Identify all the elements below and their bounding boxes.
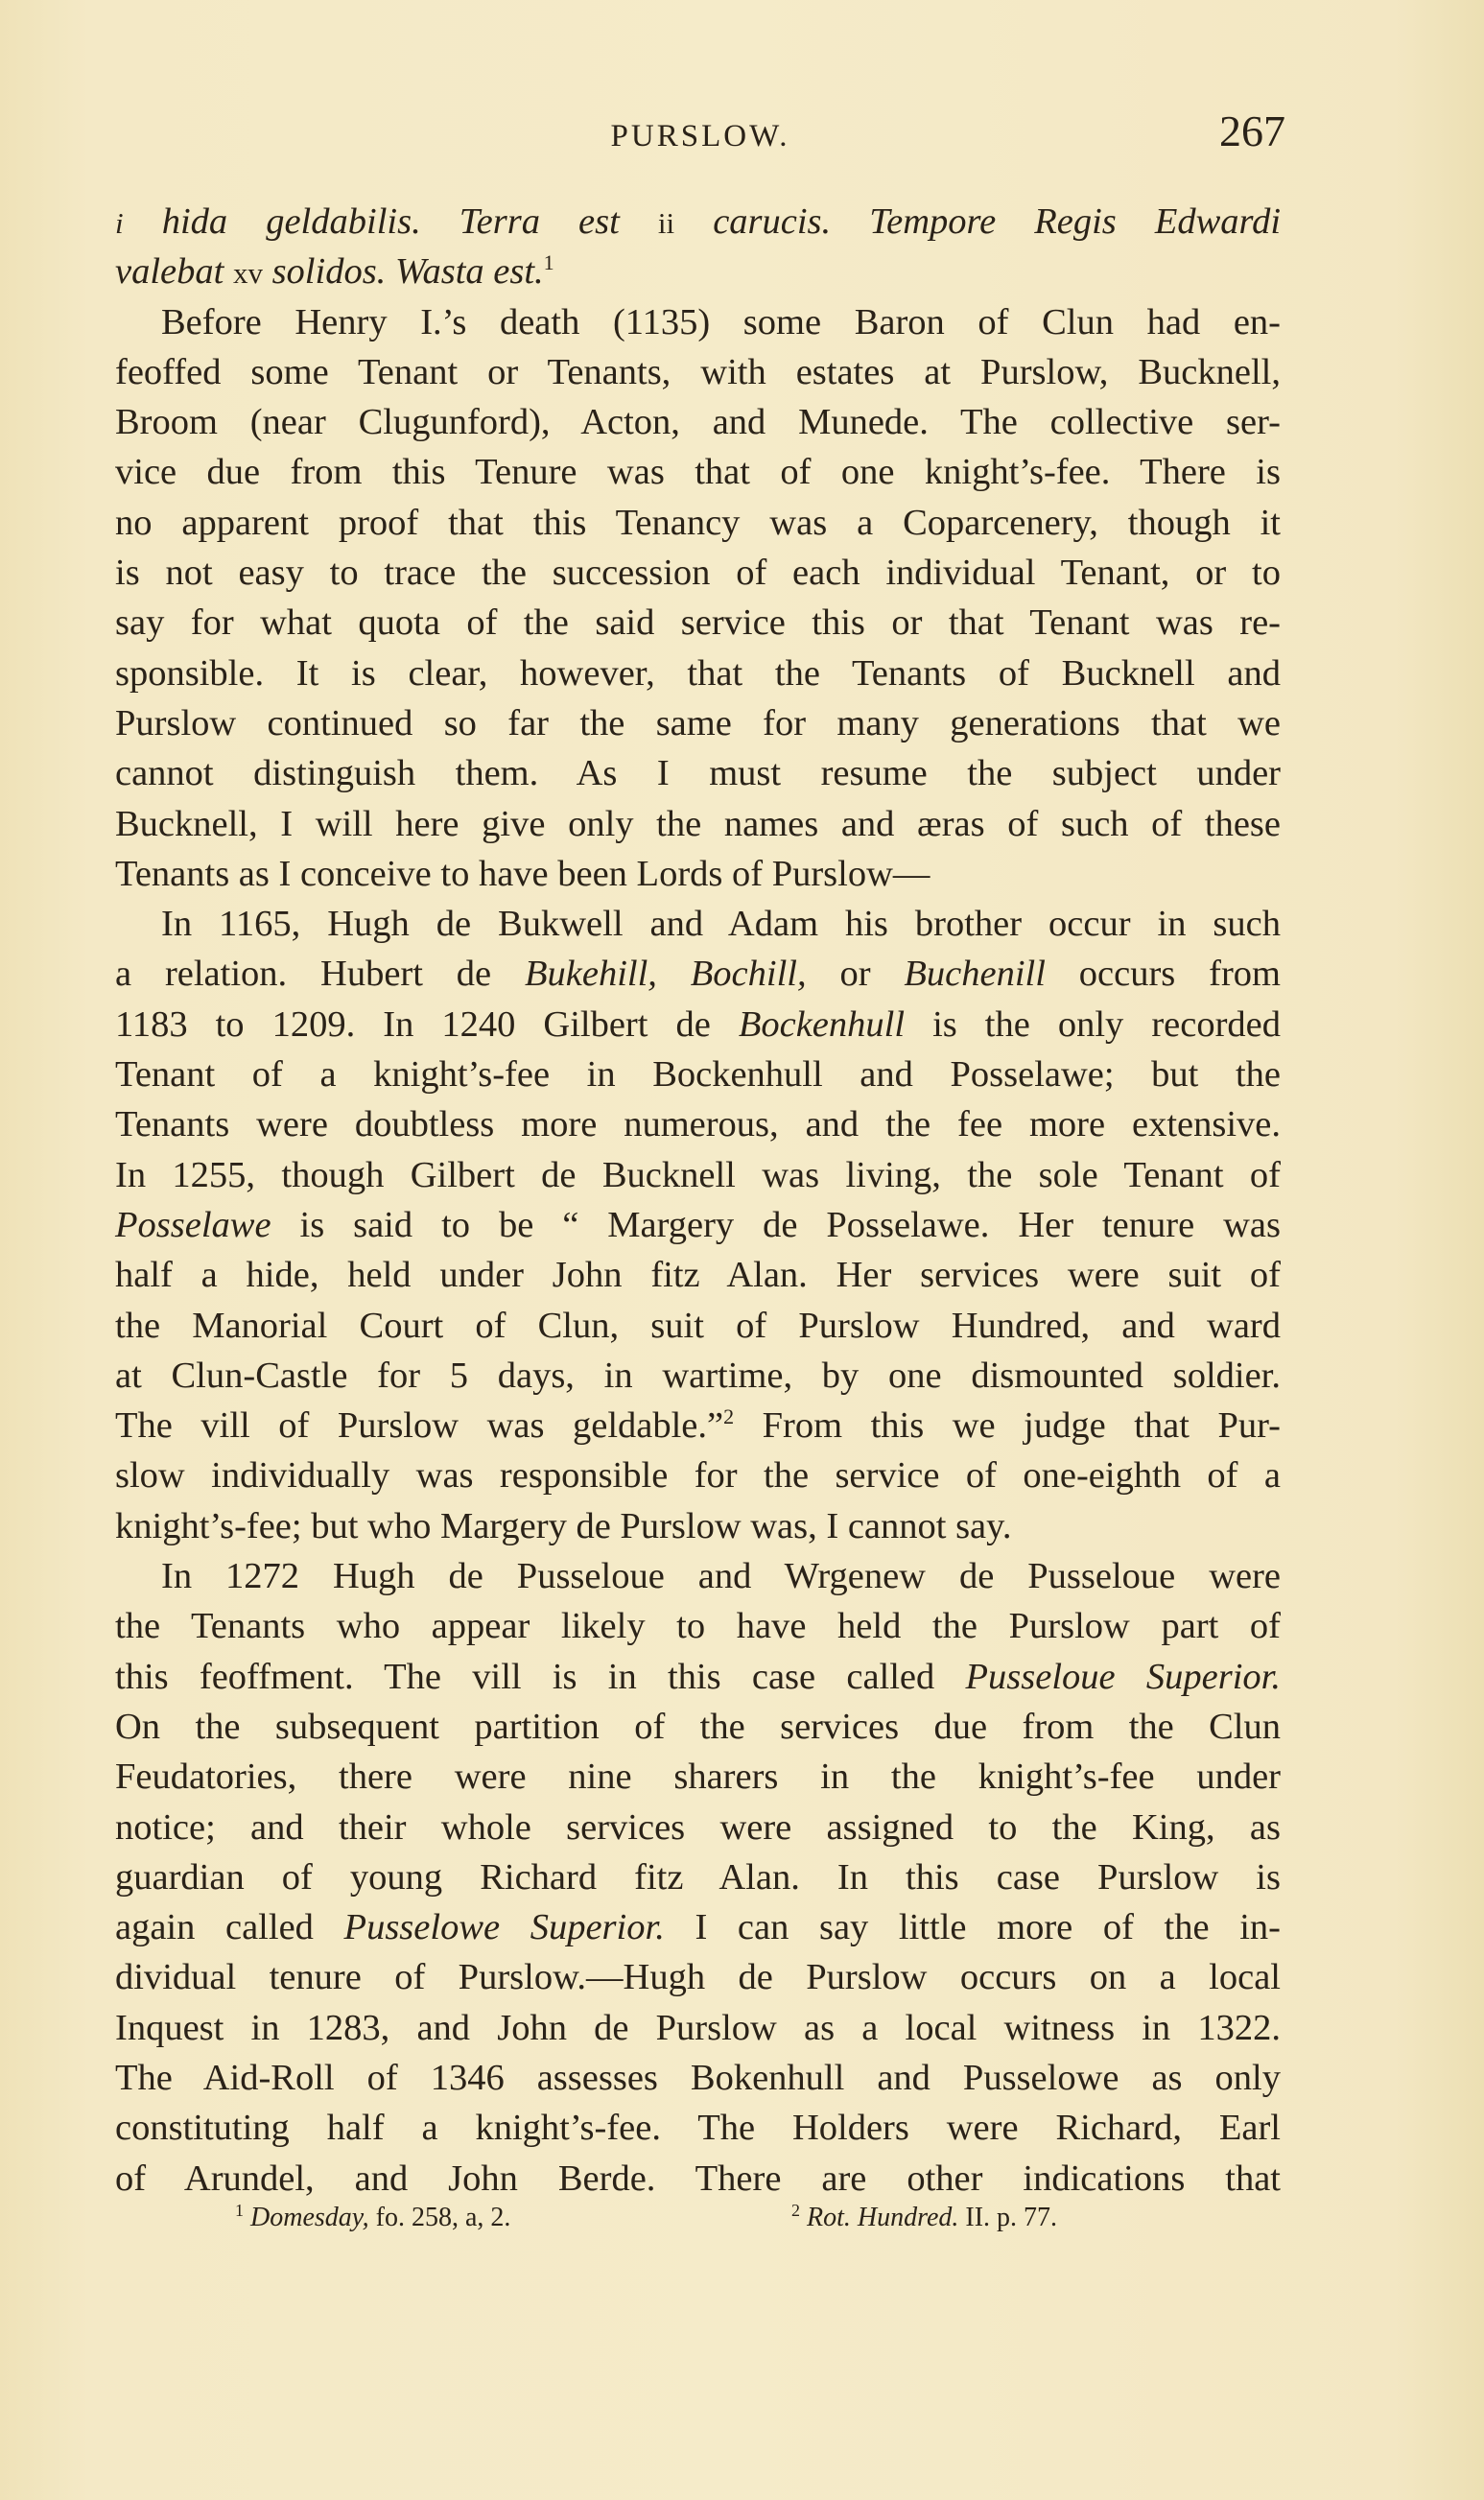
footnote-1-mark: 1	[235, 2201, 244, 2220]
text-segment: 1183 to 1209. In 1240 Gilbert de	[115, 1003, 739, 1045]
text-line	[115, 1551, 1281, 1601]
text-line	[115, 1150, 1281, 1200]
italic-text: valebat	[115, 251, 224, 293]
text-line	[115, 849, 1281, 899]
text-line	[115, 2154, 1281, 2204]
text-line	[115, 1099, 1281, 1149]
footnote-2	[791, 2203, 1057, 2233]
text-line	[115, 1000, 1281, 1050]
text-segment: is the only recorded	[905, 1003, 1281, 1045]
text-line	[115, 1752, 1281, 1802]
text-line	[115, 748, 1281, 798]
text-line	[115, 1250, 1281, 1300]
footnote-1-title: Domesday,	[250, 2203, 369, 2232]
text-line	[115, 1450, 1281, 1500]
italic-text: Pusselowe Superior.	[343, 1907, 665, 1948]
text-segment: cannot distinguish them. As I must resume the subject under	[115, 753, 1281, 794]
text-segment	[386, 251, 395, 292]
text-segment: From this we judge that Pur-	[734, 1405, 1281, 1447]
italic-text: carucis.	[713, 201, 832, 242]
footnote-reference: 1	[543, 250, 554, 275]
text-segment: again called	[115, 1907, 344, 1948]
text-line	[115, 1601, 1281, 1651]
text-line	[115, 2103, 1281, 2153]
text-segment: In 1165, Hugh de Bukwell and Adam his brother occur in such	[161, 904, 1281, 945]
text-segment: or	[806, 954, 905, 995]
text-line	[115, 1501, 1281, 1551]
text-line	[115, 1652, 1281, 1702]
text-line	[115, 1952, 1281, 2002]
text-line	[115, 1301, 1281, 1351]
text-segment: The Aid-Roll of 1346 assesses Bokenhull and Pusselowe as only	[115, 2057, 1281, 2098]
text-line	[115, 447, 1281, 497]
text-segment	[224, 251, 233, 292]
text-segment: The vill of Purslow was geldable.”	[115, 1405, 724, 1447]
running-title: PURSLOW.	[610, 119, 790, 153]
text-segment: Tenant of a knight’s-fee in Bockenhull and Posselawe; but the	[115, 1054, 1281, 1096]
text-segment: the Manorial Court of Clun, suit of Purslow Hundred, and ward	[115, 1305, 1281, 1346]
text-segment: is said to be “ Margery de Posselawe. Her tenure was	[271, 1204, 1281, 1245]
text-line	[115, 1702, 1281, 1752]
italic-text: Posselawe	[115, 1204, 271, 1245]
text-segment: Bucknell, I will here give only the names and æras of such of these	[115, 803, 1281, 844]
text-segment	[421, 201, 459, 242]
text-segment: this feoffment. The vill is in this case called	[115, 1656, 966, 1697]
footnotes	[115, 2203, 1281, 2241]
text-line	[115, 1902, 1281, 1952]
italic-text: Terra est	[459, 201, 620, 242]
italic-text: solidos.	[271, 251, 387, 293]
text-line	[115, 649, 1281, 698]
text-segment: no apparent proof that this Tenancy was a Coparcenery, though it	[115, 502, 1281, 543]
text-line	[115, 899, 1281, 949]
text-segment: On the subsequent partition of the services due from the Clun	[115, 1706, 1281, 1747]
italic-text: Tempore Regis Edwardi	[869, 201, 1282, 242]
text-segment: the Tenants who appear likely to have held the Purslow part of	[115, 1606, 1281, 1647]
footnote-1	[235, 2203, 510, 2233]
italic-text: Bukehill, Bochill,	[525, 954, 807, 995]
text-line	[115, 1401, 1281, 1450]
text-segment	[674, 201, 713, 242]
body-text	[115, 197, 1281, 2204]
page-header	[115, 106, 1285, 163]
footnote-2-rest: II. p. 77.	[958, 2203, 1058, 2232]
text-line	[115, 598, 1281, 648]
text-line	[115, 1200, 1281, 1250]
text-line	[115, 1351, 1281, 1401]
text-segment: half a hide, held under John fitz Alan. Her services were suit of	[115, 1255, 1281, 1296]
text-segment	[124, 201, 162, 242]
text-segment: Feudatories, there were nine sharers in the knight’s-fee under	[115, 1757, 1281, 1798]
text-line	[115, 347, 1281, 397]
text-segment: Tenants were doubtless more numerous, and the fee more extensive.	[115, 1104, 1281, 1145]
italic-text: i	[115, 206, 124, 240]
italic-text: Bockenhull	[738, 1003, 906, 1045]
text-segment: say for what quota of the said service this or that Tenant was re-	[115, 602, 1281, 644]
text-segment	[831, 201, 869, 242]
text-line	[115, 949, 1281, 999]
footnote-1-rest: fo. 258, a, 2.	[368, 2203, 511, 2232]
text-line	[115, 247, 1281, 296]
text-segment: is not easy to trace the succession of each individual Tenant, or to	[115, 553, 1281, 594]
text-segment: slow individually was responsible for the service of one-eighth of a	[115, 1455, 1281, 1497]
text-line	[115, 498, 1281, 548]
text-segment: Before Henry I.’s death (1135) some Baron of Clun had en-	[161, 301, 1281, 342]
text-segment: In 1255, though Gilbert de Bucknell was living, the sole Tenant of	[115, 1154, 1281, 1195]
text-segment: dividual tenure of Purslow.—Hugh de Purslow occurs on a local	[115, 1957, 1281, 1998]
text-segment: xv	[232, 256, 263, 291]
italic-text: Buchenill	[904, 954, 1046, 995]
text-line	[115, 197, 1281, 247]
footnote-2-mark: 2	[791, 2201, 800, 2220]
text-line	[115, 1852, 1281, 1902]
text-segment: occurs from	[1045, 954, 1281, 995]
italic-text: Pusseloue Superior.	[965, 1656, 1281, 1697]
page-number: 267	[1219, 106, 1285, 155]
text-segment	[263, 251, 272, 292]
text-line	[115, 2003, 1281, 2053]
text-segment: Broom (near Clugunford), Acton, and Munede. The collective ser-	[115, 402, 1281, 443]
text-segment: guardian of young Richard fitz Alan. In this case Purslow is	[115, 1856, 1281, 1898]
text-segment: constituting half a knight’s-fee. The Holders were Richard, Earl	[115, 2108, 1281, 2149]
text-segment: I can say little more of the in-	[664, 1907, 1281, 1948]
text-segment: vice due from this Tenure was that of one knight’s-fee. There is	[115, 452, 1281, 493]
text-line	[115, 1050, 1281, 1099]
text-line	[115, 799, 1281, 849]
text-segment: sponsible. It is clear, however, that the Tenants of Bucknell and	[115, 652, 1281, 694]
text-line	[115, 397, 1281, 447]
text-segment: In 1272 Hugh de Pusseloue and Wrgenew de Pusseloue were	[161, 1556, 1281, 1597]
footnote-reference: 2	[723, 1404, 735, 1429]
text-segment: Tenants as I conceive to have been Lords of Purslow—	[115, 853, 930, 894]
text-line	[115, 297, 1281, 347]
text-segment: a relation. Hubert de	[115, 954, 525, 995]
footnote-2-title: Rot. Hundred.	[807, 2203, 959, 2232]
text-segment: Purslow continued so far the same for many generations that we	[115, 702, 1281, 743]
text-line	[115, 2053, 1281, 2103]
text-segment: ii	[657, 206, 675, 240]
text-line	[115, 698, 1281, 748]
text-segment: Inquest in 1283, and John de Purslow as a local witness in 1322.	[115, 2007, 1281, 2048]
text-segment: notice; and their whole services were assigned to the King, as	[115, 1806, 1281, 1848]
text-line	[115, 1803, 1281, 1852]
text-segment: feoffed some Tenant or Tenants, with estates at Purslow, Bucknell,	[115, 351, 1281, 392]
text-segment: of Arundel, and John Berde. There are other indications that	[115, 2158, 1281, 2199]
text-line	[115, 548, 1281, 598]
text-segment	[620, 201, 658, 242]
italic-text: hida geldabilis.	[161, 201, 421, 242]
italic-text: Wasta est.	[394, 251, 544, 293]
text-segment: knight’s-fee; but who Margery de Purslow was, I cannot say.	[115, 1505, 1012, 1546]
text-segment: at Clun-Castle for 5 days, in wartime, by one dismounted soldier.	[115, 1355, 1281, 1396]
